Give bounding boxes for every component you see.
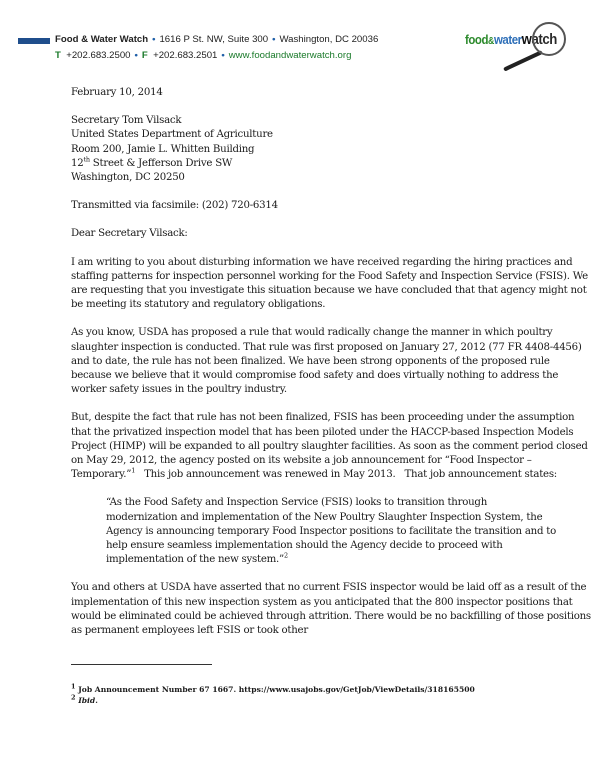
fax-number: +202.683.2501 [153, 50, 218, 61]
letterhead [0, 0, 600, 70]
paragraph-3-text: But, despite the fact that rule has not been finalized, FSIS has been proceeding under the assumption that the privatized inspection model that has been piloted under the HACCP-based Inspection Models Project (HIMP) will be expanded to all poultry slaughter facilities. As soon as the comment period closed on May 29, 2012, the agency posted on its website a job announcement for “Food Inspector – Temporary.” [71, 412, 591, 481]
paragraph-4: You and others at USDA have asserted that no current FSIS inspector would be laid off as a result of the implementation of this new inspection system as you anticipated that the 800 inspector positions that would be eliminated could be achieved through attrition. There would be no backfilling of those positions as permanent employees left FSIS or took other [71, 582, 591, 637]
separator-dot: • [152, 34, 156, 45]
logo-water-text: water [493, 32, 522, 47]
footnote-2 [71, 695, 475, 706]
footnote-divider [71, 664, 212, 665]
footnote-text[interactable]: Job Announcement Number 67 1667. https://www.usajobs.gov/GetJob/ViewDetails/318165500 [78, 685, 475, 694]
phone-number: +202.683.2500 [66, 50, 131, 61]
website-link[interactable]: www.foodandwaterwatch.org [228, 50, 352, 61]
recipient-address [71, 114, 591, 185]
street-address: 1616 P St. NW, Suite 300 [159, 34, 269, 45]
recipient-line: Washington, DC 20250 [71, 172, 185, 184]
footnote-text: Ibid. [78, 696, 98, 705]
phone-label: T [55, 50, 61, 61]
separator-dot: • [134, 50, 138, 61]
food-water-watch-logo [460, 20, 590, 65]
footnote-number: 2 [71, 693, 76, 702]
paragraph-1: I am writing to you about disturbing information we have received regarding the hiring practices and staffing patterns for inspection personnel working for the Food Safety and Inspection Service (FSIS). We are requesting that you investigate this situation because we have concluded that that agency might not be meeting its statutory and regulatory obligations. [71, 256, 588, 311]
fax-label: F [141, 50, 148, 61]
city-address: Washington, DC 20036 [279, 34, 379, 45]
recipient-line [71, 157, 591, 171]
letterhead-address-line [55, 34, 378, 45]
street-name: Street & Jefferson Drive SW [89, 157, 233, 169]
separator-dot: • [272, 34, 276, 45]
logo-watch-text: watch [521, 31, 557, 48]
org-name: Food & Water Watch [55, 34, 149, 45]
letter-body [71, 86, 591, 638]
paragraph-2: As you know, USDA has proposed a rule that would radically change the manner in which poultry slaughter inspection is conducted. That rule was first proposed on January 27, 2012 (77 FR 4408-4456) and to date, the rule has not been finalized. We have been strong opponents of the proposed rule because we believe that it would compromise food safety and does virtually nothing to address the worker safety issues in the poultry industry. [71, 327, 582, 396]
letterhead-accent-bar [18, 38, 50, 44]
salutation: Dear Secretary Vilsack: [71, 228, 188, 240]
ordinal-suffix: th [83, 155, 90, 164]
magnifying-glass-icon [532, 22, 566, 56]
paragraph-3 [71, 411, 591, 482]
letterhead-contact-line [55, 50, 351, 61]
quote-text: “As the Food Safety and Inspection Service (FSIS) looks to transition through modernization and implementation of the New Poultry Slaughter Inspection System, the Agency is announcing temporary Food Inspector positions to facilitate the transition and to help ensure seamless implementation should the Agency decide to proceed with implementation of the new system.” [106, 497, 556, 566]
block-quote [106, 496, 556, 567]
separator-dot: • [221, 50, 225, 61]
paragraph-3-text-cont: This job announcement was renewed in May 2013. That job announcement states: [135, 469, 557, 481]
recipient-line: Room 200, Jamie L. Whitten Building [71, 143, 255, 155]
footnote-number: 1 [71, 682, 76, 691]
logo-food-text: food [465, 32, 489, 47]
footnote-1 [71, 684, 475, 695]
recipient-line: United States Department of Agriculture [71, 129, 273, 141]
footnotes [71, 684, 475, 706]
street-number: 12 [71, 157, 84, 169]
footnote-ref-1[interactable]: 1 [131, 466, 136, 475]
transmittal-line: Transmitted via facsimile: (202) 720-6314 [71, 200, 278, 212]
magnifying-glass-handle-icon [503, 50, 543, 71]
letter-date: February 10, 2014 [71, 87, 163, 98]
footnote-ref-2[interactable]: 2 [283, 551, 288, 560]
recipient-line: Secretary Tom Vilsack [71, 115, 182, 127]
logo-amp-text: & [488, 36, 494, 47]
